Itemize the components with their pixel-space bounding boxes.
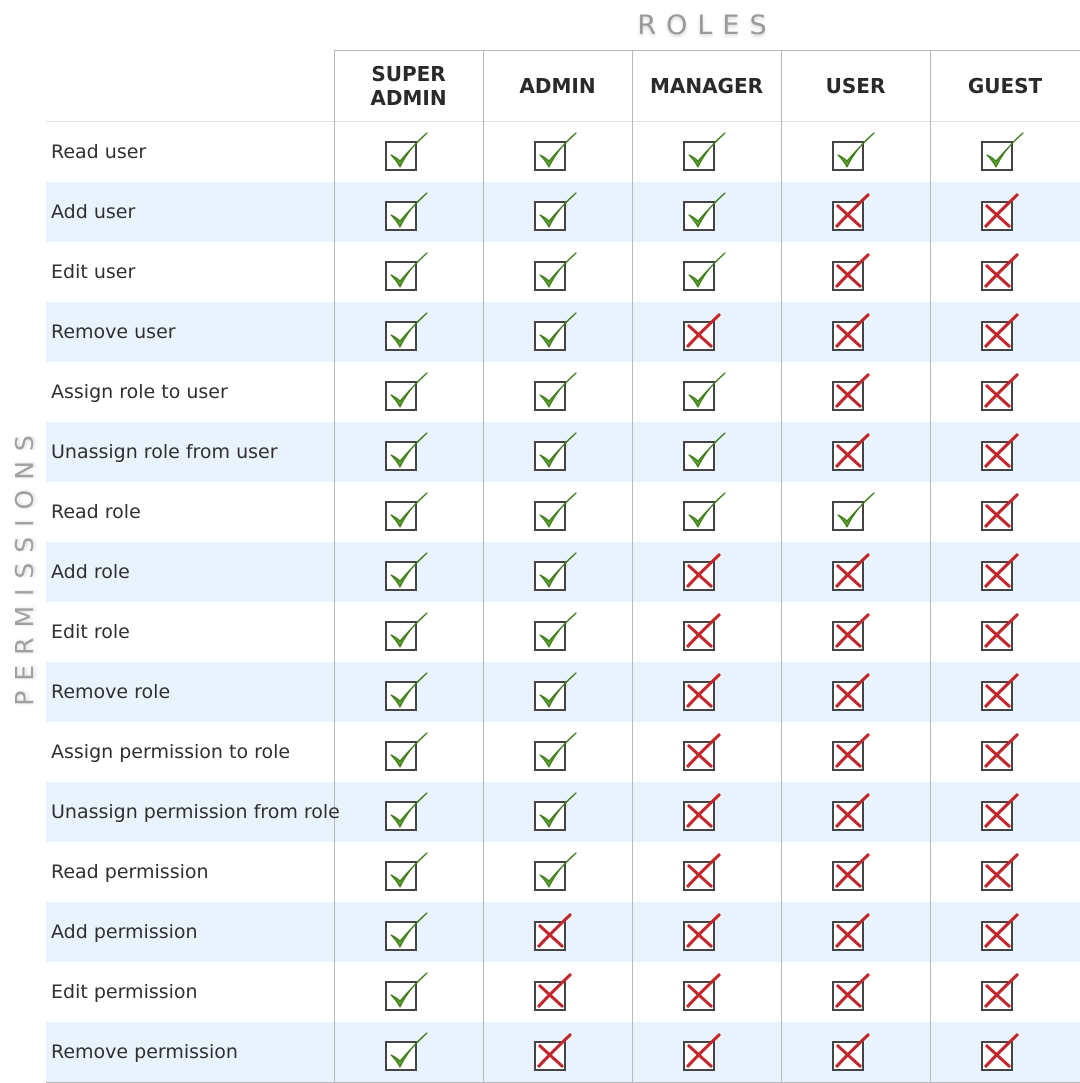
checkbox-check-icon (383, 488, 435, 536)
checkbox-check-icon (532, 128, 584, 176)
permission-cell-super-admin (334, 362, 483, 422)
checkbox-check-icon (681, 248, 733, 296)
permission-cell-guest (930, 782, 1080, 842)
permission-cell-manager (632, 662, 781, 722)
checkbox-check-icon (532, 368, 584, 416)
checkbox-cross-icon (830, 188, 882, 236)
permission-cell-manager (632, 542, 781, 602)
checkbox-check-icon (383, 188, 435, 236)
permission-label: Remove permission (46, 1022, 334, 1083)
checkbox-cross-icon (830, 428, 882, 476)
permission-cell-admin (483, 422, 632, 482)
permission-label: Remove role (46, 662, 334, 722)
permission-cell-admin (483, 482, 632, 542)
permission-cell-manager (632, 182, 781, 242)
permission-cell-user (781, 542, 930, 602)
permission-cell-guest (930, 1022, 1080, 1083)
permission-row (46, 242, 1080, 302)
permission-label: Unassign permission from role (46, 782, 334, 842)
permission-cell-user (781, 182, 930, 242)
checkbox-cross-icon (681, 848, 733, 896)
permission-label: Add role (46, 542, 334, 602)
permission-cell-guest (930, 122, 1080, 183)
checkbox-check-icon (383, 788, 435, 836)
permission-cell-guest (930, 362, 1080, 422)
role-header-guest: GUEST (930, 51, 1080, 122)
checkbox-cross-icon (830, 668, 882, 716)
permission-cell-guest (930, 182, 1080, 242)
checkbox-check-icon (532, 188, 584, 236)
checkbox-cross-icon (681, 1028, 733, 1076)
roles-header-row (46, 51, 1080, 122)
checkbox-cross-icon (681, 728, 733, 776)
permission-cell-super-admin (334, 722, 483, 782)
checkbox-check-icon (532, 668, 584, 716)
permission-cell-super-admin (334, 182, 483, 242)
corner-cell (46, 51, 334, 122)
permission-cell-super-admin (334, 962, 483, 1022)
permission-label: Read user (46, 122, 334, 183)
checkbox-check-icon (681, 488, 733, 536)
checkbox-cross-icon (979, 728, 1031, 776)
checkbox-cross-icon (830, 848, 882, 896)
checkbox-cross-icon (979, 548, 1031, 596)
permission-row (46, 962, 1080, 1022)
permission-cell-user (781, 362, 930, 422)
permission-row (46, 122, 1080, 183)
permission-cell-manager (632, 422, 781, 482)
checkbox-cross-icon (681, 968, 733, 1016)
checkbox-cross-icon (830, 968, 882, 1016)
checkbox-check-icon (532, 308, 584, 356)
permission-cell-super-admin (334, 902, 483, 962)
checkbox-check-icon (681, 188, 733, 236)
checkbox-check-icon (979, 128, 1031, 176)
checkbox-cross-icon (979, 908, 1031, 956)
permission-row (46, 302, 1080, 362)
checkbox-cross-icon (830, 308, 882, 356)
permission-cell-super-admin (334, 482, 483, 542)
permission-row (46, 662, 1080, 722)
permission-cell-manager (632, 242, 781, 302)
permission-label: Read role (46, 482, 334, 542)
checkbox-check-icon (532, 488, 584, 536)
permission-label: Assign role to user (46, 362, 334, 422)
checkbox-cross-icon (979, 368, 1031, 416)
permission-cell-super-admin (334, 602, 483, 662)
checkbox-check-icon (681, 368, 733, 416)
permission-row (46, 782, 1080, 842)
checkbox-check-icon (532, 848, 584, 896)
role-header-user: USER (781, 51, 930, 122)
permission-cell-manager (632, 722, 781, 782)
checkbox-cross-icon (979, 1028, 1031, 1076)
permission-cell-guest (930, 842, 1080, 902)
permission-cell-manager (632, 962, 781, 1022)
checkbox-check-icon (383, 848, 435, 896)
permission-label: Unassign role from user (46, 422, 334, 482)
permission-label: Add user (46, 182, 334, 242)
permission-row (46, 482, 1080, 542)
checkbox-check-icon (383, 608, 435, 656)
permission-cell-manager (632, 482, 781, 542)
checkbox-cross-icon (681, 668, 733, 716)
permission-cell-user (781, 722, 930, 782)
permission-label: Remove user (46, 302, 334, 362)
permission-row (46, 542, 1080, 602)
permission-cell-admin (483, 122, 632, 183)
permission-cell-guest (930, 902, 1080, 962)
checkbox-cross-icon (830, 728, 882, 776)
permission-cell-guest (930, 722, 1080, 782)
permission-cell-guest (930, 302, 1080, 362)
permission-cell-admin (483, 662, 632, 722)
matrix-body (46, 122, 1080, 1083)
checkbox-check-icon (383, 248, 435, 296)
permission-cell-guest (930, 542, 1080, 602)
checkbox-cross-icon (830, 248, 882, 296)
checkbox-check-icon (532, 548, 584, 596)
permission-cell-manager (632, 902, 781, 962)
permission-row (46, 902, 1080, 962)
permission-row (46, 722, 1080, 782)
checkbox-check-icon (383, 308, 435, 356)
permission-cell-admin (483, 722, 632, 782)
permission-cell-user (781, 962, 930, 1022)
checkbox-cross-icon (830, 1028, 882, 1076)
permission-cell-admin (483, 302, 632, 362)
permission-label: Assign permission to role (46, 722, 334, 782)
checkbox-cross-icon (979, 788, 1031, 836)
permission-cell-guest (930, 662, 1080, 722)
permission-label: Edit user (46, 242, 334, 302)
permissions-title-wrapper (0, 400, 48, 730)
checkbox-cross-icon (532, 908, 584, 956)
permission-cell-admin (483, 242, 632, 302)
permission-cell-guest (930, 242, 1080, 302)
permission-cell-manager (632, 122, 781, 183)
permission-label: Edit role (46, 602, 334, 662)
permission-cell-admin (483, 362, 632, 422)
checkbox-check-icon (532, 608, 584, 656)
permission-cell-user (781, 782, 930, 842)
checkbox-cross-icon (979, 668, 1031, 716)
checkbox-check-icon (681, 128, 733, 176)
checkbox-cross-icon (830, 788, 882, 836)
permission-cell-manager (632, 362, 781, 422)
checkbox-check-icon (383, 728, 435, 776)
checkbox-cross-icon (979, 248, 1031, 296)
checkbox-cross-icon (681, 908, 733, 956)
permission-cell-manager (632, 602, 781, 662)
permission-cell-manager (632, 842, 781, 902)
permission-cell-guest (930, 422, 1080, 482)
checkbox-cross-icon (681, 308, 733, 356)
checkbox-cross-icon (979, 968, 1031, 1016)
checkbox-cross-icon (681, 788, 733, 836)
permission-cell-super-admin (334, 422, 483, 482)
permission-row (46, 842, 1080, 902)
permission-cell-user (781, 482, 930, 542)
checkbox-check-icon (383, 428, 435, 476)
permission-cell-user (781, 602, 930, 662)
permission-cell-guest (930, 602, 1080, 662)
permission-cell-super-admin (334, 842, 483, 902)
checkbox-cross-icon (681, 608, 733, 656)
permission-cell-super-admin (334, 122, 483, 183)
permission-row (46, 602, 1080, 662)
permission-cell-super-admin (334, 302, 483, 362)
permission-row (46, 362, 1080, 422)
permission-cell-admin (483, 182, 632, 242)
permission-cell-guest (930, 962, 1080, 1022)
checkbox-check-icon (830, 488, 882, 536)
permission-cell-super-admin (334, 242, 483, 302)
checkbox-cross-icon (979, 188, 1031, 236)
checkbox-check-icon (532, 728, 584, 776)
checkbox-cross-icon (979, 488, 1031, 536)
permission-cell-super-admin (334, 1022, 483, 1083)
permission-label: Add permission (46, 902, 334, 962)
permissions-title: PERMISSIONS (9, 424, 39, 706)
checkbox-check-icon (383, 668, 435, 716)
permission-cell-admin (483, 962, 632, 1022)
permission-cell-super-admin (334, 662, 483, 722)
checkbox-check-icon (830, 128, 882, 176)
checkbox-check-icon (383, 968, 435, 1016)
checkbox-cross-icon (532, 968, 584, 1016)
permission-cell-user (781, 842, 930, 902)
checkbox-check-icon (681, 428, 733, 476)
role-header-manager: MANAGER (632, 51, 781, 122)
checkbox-cross-icon (979, 428, 1031, 476)
permission-cell-user (781, 242, 930, 302)
permission-cell-super-admin (334, 542, 483, 602)
permission-cell-user (781, 422, 930, 482)
permission-cell-admin (483, 1022, 632, 1083)
permission-row (46, 182, 1080, 242)
permission-cell-manager (632, 1022, 781, 1083)
checkbox-cross-icon (830, 608, 882, 656)
checkbox-cross-icon (979, 848, 1031, 896)
permission-cell-admin (483, 602, 632, 662)
permission-label: Read permission (46, 842, 334, 902)
checkbox-check-icon (532, 788, 584, 836)
permission-matrix (46, 50, 1080, 1083)
role-header-admin: ADMIN (483, 51, 632, 122)
permission-cell-admin (483, 842, 632, 902)
permission-label: Edit permission (46, 962, 334, 1022)
checkbox-cross-icon (830, 908, 882, 956)
permission-cell-guest (930, 482, 1080, 542)
checkbox-cross-icon (532, 1028, 584, 1076)
checkbox-check-icon (383, 128, 435, 176)
permission-cell-admin (483, 542, 632, 602)
permission-cell-user (781, 662, 930, 722)
role-header-super-admin: SUPER ADMIN (334, 51, 483, 122)
checkbox-check-icon (532, 248, 584, 296)
permission-cell-admin (483, 782, 632, 842)
checkbox-cross-icon (830, 548, 882, 596)
checkbox-check-icon (383, 548, 435, 596)
roles-title: ROLES (637, 10, 777, 41)
permission-cell-super-admin (334, 782, 483, 842)
checkbox-check-icon (383, 1028, 435, 1076)
checkbox-cross-icon (979, 308, 1031, 356)
permission-cell-manager (632, 782, 781, 842)
permission-cell-user (781, 1022, 930, 1083)
permission-cell-manager (632, 302, 781, 362)
checkbox-check-icon (383, 908, 435, 956)
permission-cell-user (781, 122, 930, 183)
permission-cell-admin (483, 902, 632, 962)
checkbox-check-icon (383, 368, 435, 416)
checkbox-cross-icon (979, 608, 1031, 656)
checkbox-check-icon (532, 428, 584, 476)
checkbox-cross-icon (830, 368, 882, 416)
permission-cell-user (781, 302, 930, 362)
permission-row (46, 1022, 1080, 1083)
permission-cell-user (781, 902, 930, 962)
permission-row (46, 422, 1080, 482)
checkbox-cross-icon (681, 548, 733, 596)
